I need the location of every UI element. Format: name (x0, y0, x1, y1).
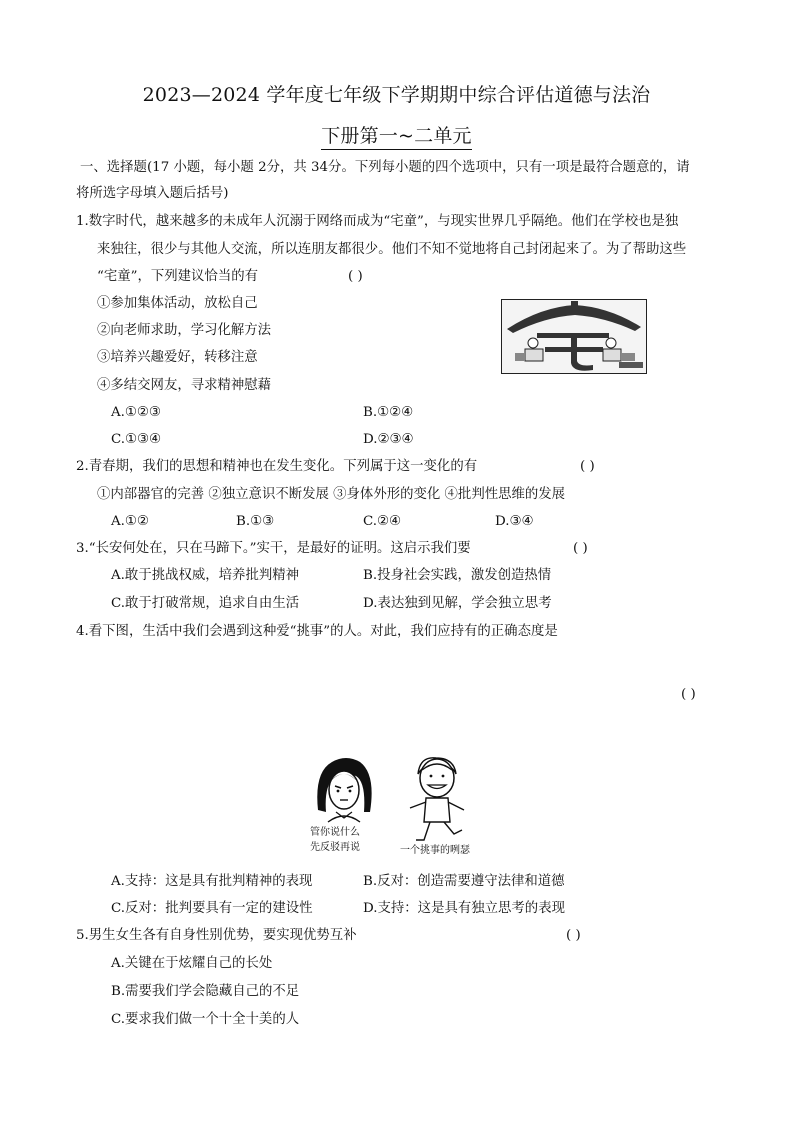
q1-option-a[interactable]: A.①②③ (111, 405, 161, 420)
q1-illustration (501, 299, 647, 374)
q3-option-c[interactable]: C.敢于打破常规，追求自由生活 (111, 596, 300, 611)
q1-option-b[interactable]: B.①②④ (363, 405, 414, 420)
girl-figure (317, 758, 371, 822)
boy-figure (410, 758, 464, 840)
q5-option-c[interactable]: C.要求我们做一个十全十美的人 (111, 1012, 300, 1027)
subtitle-text: 下册第一~二单元 (321, 121, 472, 150)
q4-option-c[interactable]: C.反对：批判要具有一定的建设性 (111, 901, 313, 916)
q2-answer-bracket[interactable]: ( ) (580, 459, 595, 474)
q1-statement-2: ②向老师求助，学习化解方法 (97, 323, 272, 338)
q2-statements: ①内部器官的完善 ②独立意识不断发展 ③身体外形的变化 ④批判性思维的发展 (97, 487, 566, 502)
q3-option-a[interactable]: A.敢于挑战权威，培养批判精神 (111, 568, 300, 583)
q4-answer-bracket[interactable]: ( ) (681, 687, 696, 702)
q1-option-c[interactable]: C.①③④ (111, 432, 162, 447)
page-subtitle (0, 121, 793, 150)
q1-stem-line3: “宅童”，下列建议恰当的有 (97, 269, 258, 284)
q2-option-d[interactable]: D.③④ (495, 514, 534, 529)
q1-stem-line2: 来独往，很少与其他人交流，所以连朋友都很少。他们不知不觉地将自己封闭起来了。为了帮助这些 (97, 242, 687, 257)
page-title: 2023—2024 学年度七年级下学期期中综合评估道德与法治 (142, 84, 651, 106)
q1-answer-bracket[interactable]: ( ) (348, 269, 363, 284)
q1-option-d[interactable]: D.②③④ (363, 432, 414, 447)
q3-stem: 3.“长安何处在，只在马蹄下。”实干，是最好的证明。这启示我们要 (76, 541, 471, 556)
q1-statement-3: ③培养兴趣爱好，转移注意 (97, 350, 258, 365)
section-intro-line1: 一、选择题(17 小题，每小题 2分，共 34分。下列每小题的四个选项中，只有一项是最符合题意的，请 (80, 160, 690, 175)
q5-option-a[interactable]: A.关键在于炫耀自己的长处 (111, 956, 273, 971)
q3-option-d[interactable]: D.表达独到见解，学会独立思考 (363, 596, 552, 611)
q2-option-a[interactable]: A.①② (111, 514, 149, 529)
q4-option-a[interactable]: A.支持：这是具有批判精神的表现 (111, 874, 313, 889)
q4-option-d[interactable]: D.支持：这是具有独立思考的表现 (363, 901, 565, 916)
q5-answer-bracket[interactable]: ( ) (566, 928, 581, 943)
q4-cartoon (306, 752, 496, 860)
q1-statement-4: ④多结交网友，寻求精神慰藉 (97, 378, 272, 393)
section-intro-line2: 将所选字母填入题后括号) (76, 186, 229, 201)
q1-statement-1: ①参加集体活动，放松自己 (97, 296, 258, 311)
caption-left-2: 先反驳再说 (310, 842, 360, 853)
caption-right: 一个挑事的咧瑟 (400, 845, 470, 856)
q2-stem: 2.青春期，我们的思想和精神也在发生变化。下列属于这一变化的有 (76, 459, 478, 474)
q4-option-b[interactable]: B.反对：创造需要遵守法律和道德 (363, 874, 565, 889)
caption-left-1: 管你说什么 (310, 827, 360, 838)
q3-answer-bracket[interactable]: ( ) (573, 541, 588, 556)
q2-option-b[interactable]: B.①③ (236, 514, 275, 529)
q5-option-b[interactable]: B.需要我们学会隐藏自己的不足 (111, 984, 300, 999)
q4-stem: 4.看下图，生活中我们会遇到这种爱“挑事”的人。对此，我们应持有的正确态度是 (76, 624, 558, 639)
q2-option-c[interactable]: C.②④ (363, 514, 402, 529)
q5-stem: 5.男生女生各有自身性别优势，要实现优势互补 (76, 928, 357, 943)
q1-stem-line1: 1.数字时代，越来越多的未成年人沉溺于网络而成为“宅童”，与现实世界几乎隔绝。他们在学校也是独 (76, 214, 679, 229)
q3-option-b[interactable]: B.投身社会实践，激发创造热情 (363, 568, 552, 583)
